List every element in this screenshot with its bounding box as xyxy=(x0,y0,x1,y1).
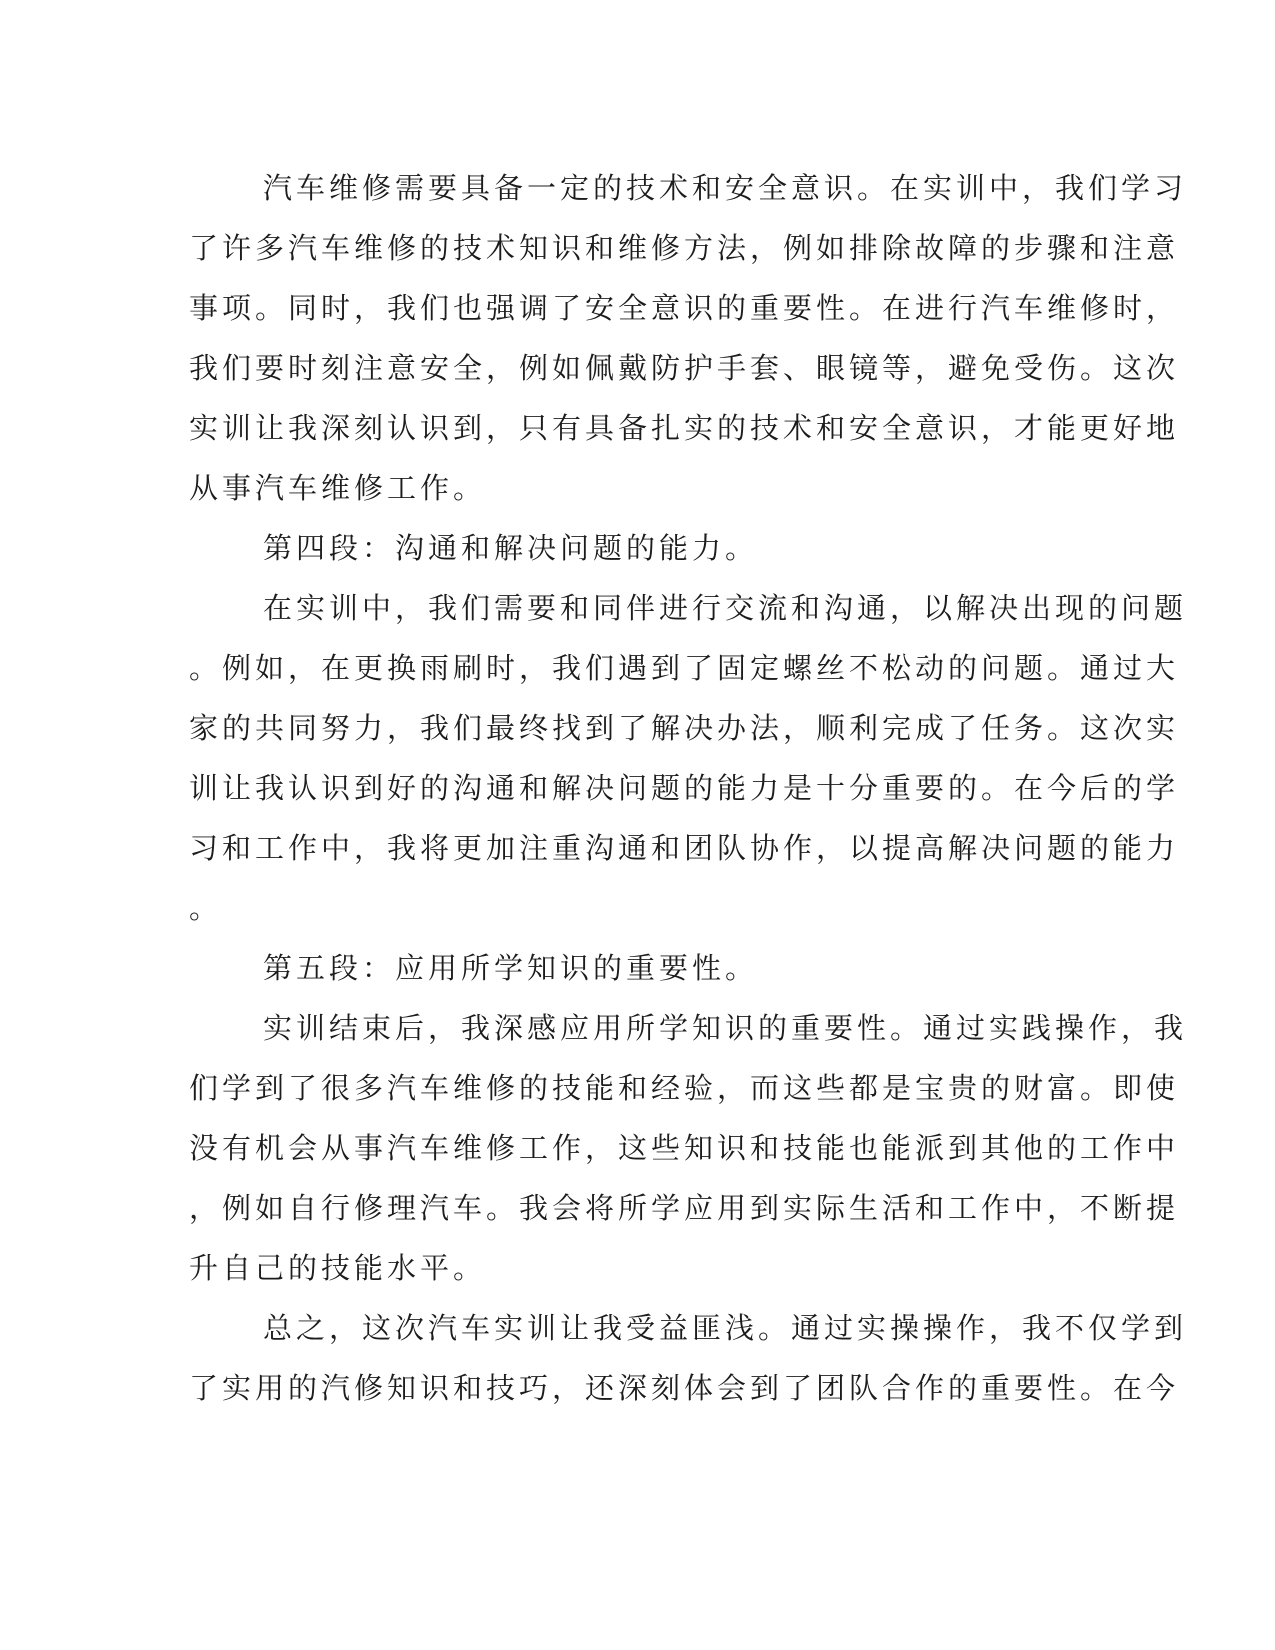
text-line: 总之，这次汽车实训让我受益匪浅。通过实操操作，我不仅学到 xyxy=(263,1311,1188,1345)
text-line: 事项。同时，我们也强调了安全意识的重要性。在进行汽车维修时， xyxy=(189,291,1180,325)
text-line: 升自己的技能水平。 xyxy=(189,1251,487,1285)
text-line: 训让我认识到好的沟通和解决问题的能力是十分重要的。在今后的学 xyxy=(189,771,1180,805)
text-line: 了许多汽车维修的技术知识和维修方法，例如排除故障的步骤和注意 xyxy=(189,231,1180,265)
text-line: 。 xyxy=(189,891,223,925)
document-body xyxy=(189,158,1188,1418)
section-heading: 第五段：应用所学知识的重要性。 xyxy=(263,951,759,985)
text-line: 。例如，在更换雨刷时，我们遇到了固定螺丝不松动的问题。通过大 xyxy=(189,651,1180,685)
text-line: 我们要时刻注意安全，例如佩戴防护手套、眼镜等，避免受伤。这次 xyxy=(189,351,1180,385)
text-line: 没有机会从事汽车维修工作，这些知识和技能也能派到其他的工作中 xyxy=(189,1131,1180,1165)
text-line: 从事汽车维修工作。 xyxy=(189,471,487,505)
text-line: 在实训中，我们需要和同伴进行交流和沟通，以解决出现的问题 xyxy=(263,591,1188,625)
text-line: 习和工作中，我将更加注重沟通和团队协作，以提高解决问题的能力 xyxy=(189,831,1180,865)
section-heading: 第四段：沟通和解决问题的能力。 xyxy=(263,531,759,565)
text-line: 了实用的汽修知识和技巧，还深刻体会到了团队合作的重要性。在今 xyxy=(189,1371,1180,1405)
text-line: 家的共同努力，我们最终找到了解决办法，顺利完成了任务。这次实 xyxy=(189,711,1180,745)
text-line: ，例如自行修理汽车。我会将所学应用到实际生活和工作中，不断提 xyxy=(189,1191,1180,1225)
text-line: 们学到了很多汽车维修的技能和经验，而这些都是宝贵的财富。即使 xyxy=(189,1071,1180,1105)
text-line: 实训结束后，我深感应用所学知识的重要性。通过实践操作，我 xyxy=(263,1011,1188,1045)
text-line: 汽车维修需要具备一定的技术和安全意识。在实训中，我们学习 xyxy=(263,171,1188,205)
text-line: 实训让我深刻认识到，只有具备扎实的技术和安全意识，才能更好地 xyxy=(189,411,1180,445)
